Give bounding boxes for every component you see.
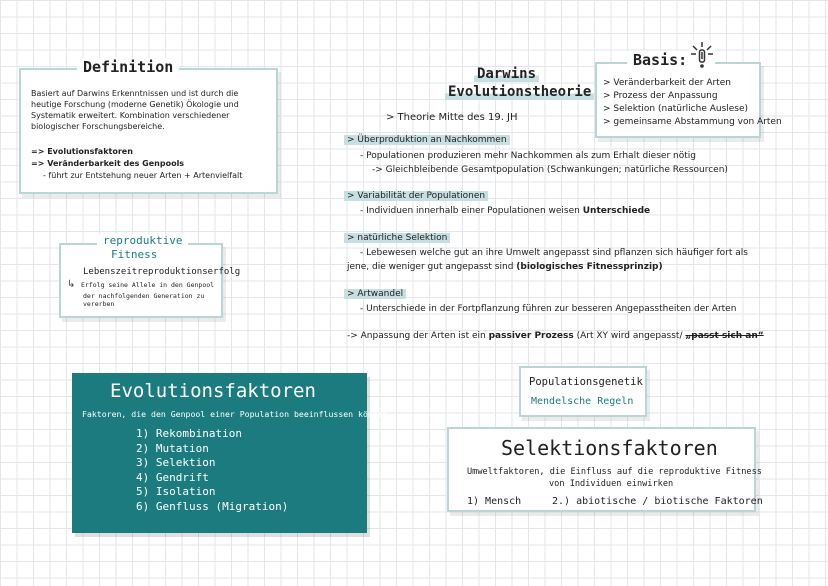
- section-artwandel: [344, 289, 406, 299]
- conclusion-text-a: -> Anpassung der Arten ist ein: [347, 331, 489, 341]
- faktor-2: 2) Mutation: [136, 441, 209, 455]
- conclusion-line: [347, 331, 764, 341]
- curved-arrow-icon: ↳: [67, 279, 76, 290]
- section-variabilitaet-head: > Variabilität der Populationen: [344, 191, 488, 201]
- section-ueberproduktion: [344, 135, 510, 145]
- basis-item-4: > gemeinsame Abstammung von Arten: [603, 117, 782, 127]
- section-selektion: [344, 233, 450, 243]
- faktor-6: 6) Genfluss (Migration): [136, 499, 289, 513]
- populationsgenetik-sub: Mendelsche Regeln: [531, 396, 634, 407]
- populationsgenetik-title: Populationsgenetik: [529, 376, 643, 388]
- populationsgenetik-card: [519, 366, 647, 417]
- lightbulb-icon: [689, 40, 715, 70]
- selektionsfaktoren-title: Selektionsfaktoren: [501, 436, 718, 460]
- conclusion-bold: passiver Prozess: [488, 331, 574, 341]
- evolutionsfaktoren-card: [72, 373, 388, 533]
- faktor-3: 3) Selektion: [136, 456, 216, 469]
- selektion-line-1: - Lebewesen welche gut an ihre Umwelt angepasst sind pflanzen sich häufiger fort als: [360, 248, 748, 258]
- variabilitaet-bold: Unterschiede: [582, 206, 651, 216]
- faktor-5: 5) Isolation: [136, 485, 216, 498]
- definition-text: Basiert auf Darwins Erkenntnissen und ist durch die heutige Forschung (moderne Genetik) Ökologie und Systematik erweitert. Kombination verschiedener biologischer Forschungsbereiche.: [31, 89, 239, 131]
- evolutionsfaktoren-subtitle: Faktoren, die den Genpool einer Population beeinflussen können: [82, 409, 388, 419]
- selektionsfaktor-1: 1) Mensch: [467, 496, 522, 507]
- definition-arrow-1: => Evolutionsfaktoren: [31, 147, 133, 156]
- fitness-title-2: Fitness: [111, 248, 158, 261]
- definition-title: Definition: [77, 58, 179, 76]
- section-ueberproduktion-head: > Überproduktion an Nachkommen: [344, 135, 510, 145]
- basis-title: Basis:: [627, 51, 693, 69]
- selektion-line-2: [347, 262, 663, 272]
- section-variabilitaet: [344, 191, 488, 201]
- basis-card: [595, 51, 782, 138]
- selektionsfaktoren-sub-2: von Individuen einwirken: [549, 479, 674, 489]
- fitness-card: [59, 234, 241, 318]
- selektionsfaktor-2: 2.) abiotische / biotische Faktoren: [552, 496, 763, 507]
- definition-sub: - führt zur Entstehung neuer Arten + Artenvielfalt: [43, 171, 243, 180]
- selektionsfaktoren-sub-1: Umweltfaktoren, die Einfluss auf die reproduktive Fitness: [467, 467, 762, 477]
- ueberproduktion-line-2: -> Gleichbleibende Gesamtpopulation (Schwankungen; natürliche Ressourcen): [372, 165, 728, 175]
- fitness-line-3: der nachfolgenden Generation zu vererben: [83, 292, 205, 308]
- basis-item-3: > Selektion (natürliche Auslese): [603, 104, 749, 114]
- section-artwandel-head: > Artwandel: [344, 289, 406, 299]
- conclusion-text-c: (Art XY wird angepasst/: [573, 331, 686, 341]
- darwin-title-2: Evolutionstheorie: [445, 84, 594, 100]
- fitnessprinzip-bold: (biologisches Fitnessprinzip): [516, 262, 663, 272]
- basis-item-1: > Veränderbarkeit der Arten: [603, 78, 731, 88]
- fitness-line-2: Erfolg seine Allele in den Genpool: [81, 281, 215, 289]
- artwandel-line-1: - Unterschiede in der Fortpflanzung führen zur besseren Angepasstheiten der Arten: [360, 304, 737, 314]
- faktor-1: 1) Rekombination: [136, 427, 242, 440]
- selektion-text-2: jene, die weniger gut angepasst sind: [347, 262, 517, 272]
- basis-item-2: > Prozess der Anpassung: [603, 91, 718, 101]
- section-selektion-head: > natürliche Selektion: [344, 233, 450, 243]
- faktor-4: 4) Gendrift: [136, 470, 209, 484]
- variabilitaet-text: - Individuen innerhalb einer Populationen weisen: [360, 206, 583, 216]
- conclusion-strike: „passt sich an“: [685, 331, 764, 341]
- variabilitaet-line-1: [360, 206, 650, 216]
- ueberproduktion-line-1: - Populationen produzieren mehr Nachkommen als zum Erhalt dieser nötig: [360, 151, 696, 161]
- theorie-line: > Theorie Mitte des 19. JH: [386, 112, 518, 123]
- selektionsfaktoren-card: [447, 427, 763, 512]
- evolutionsfaktoren-title: Evolutionsfaktoren: [110, 380, 316, 402]
- definition-arrow-2: => Veränderbarkeit des Genpools: [31, 159, 185, 168]
- fitness-line-1: Lebenszeitreproduktionserfolg: [83, 267, 241, 277]
- definition-card: [19, 58, 278, 194]
- darwin-title-1: Darwins: [474, 66, 539, 82]
- fitness-title-1: reproduktive: [97, 234, 188, 247]
